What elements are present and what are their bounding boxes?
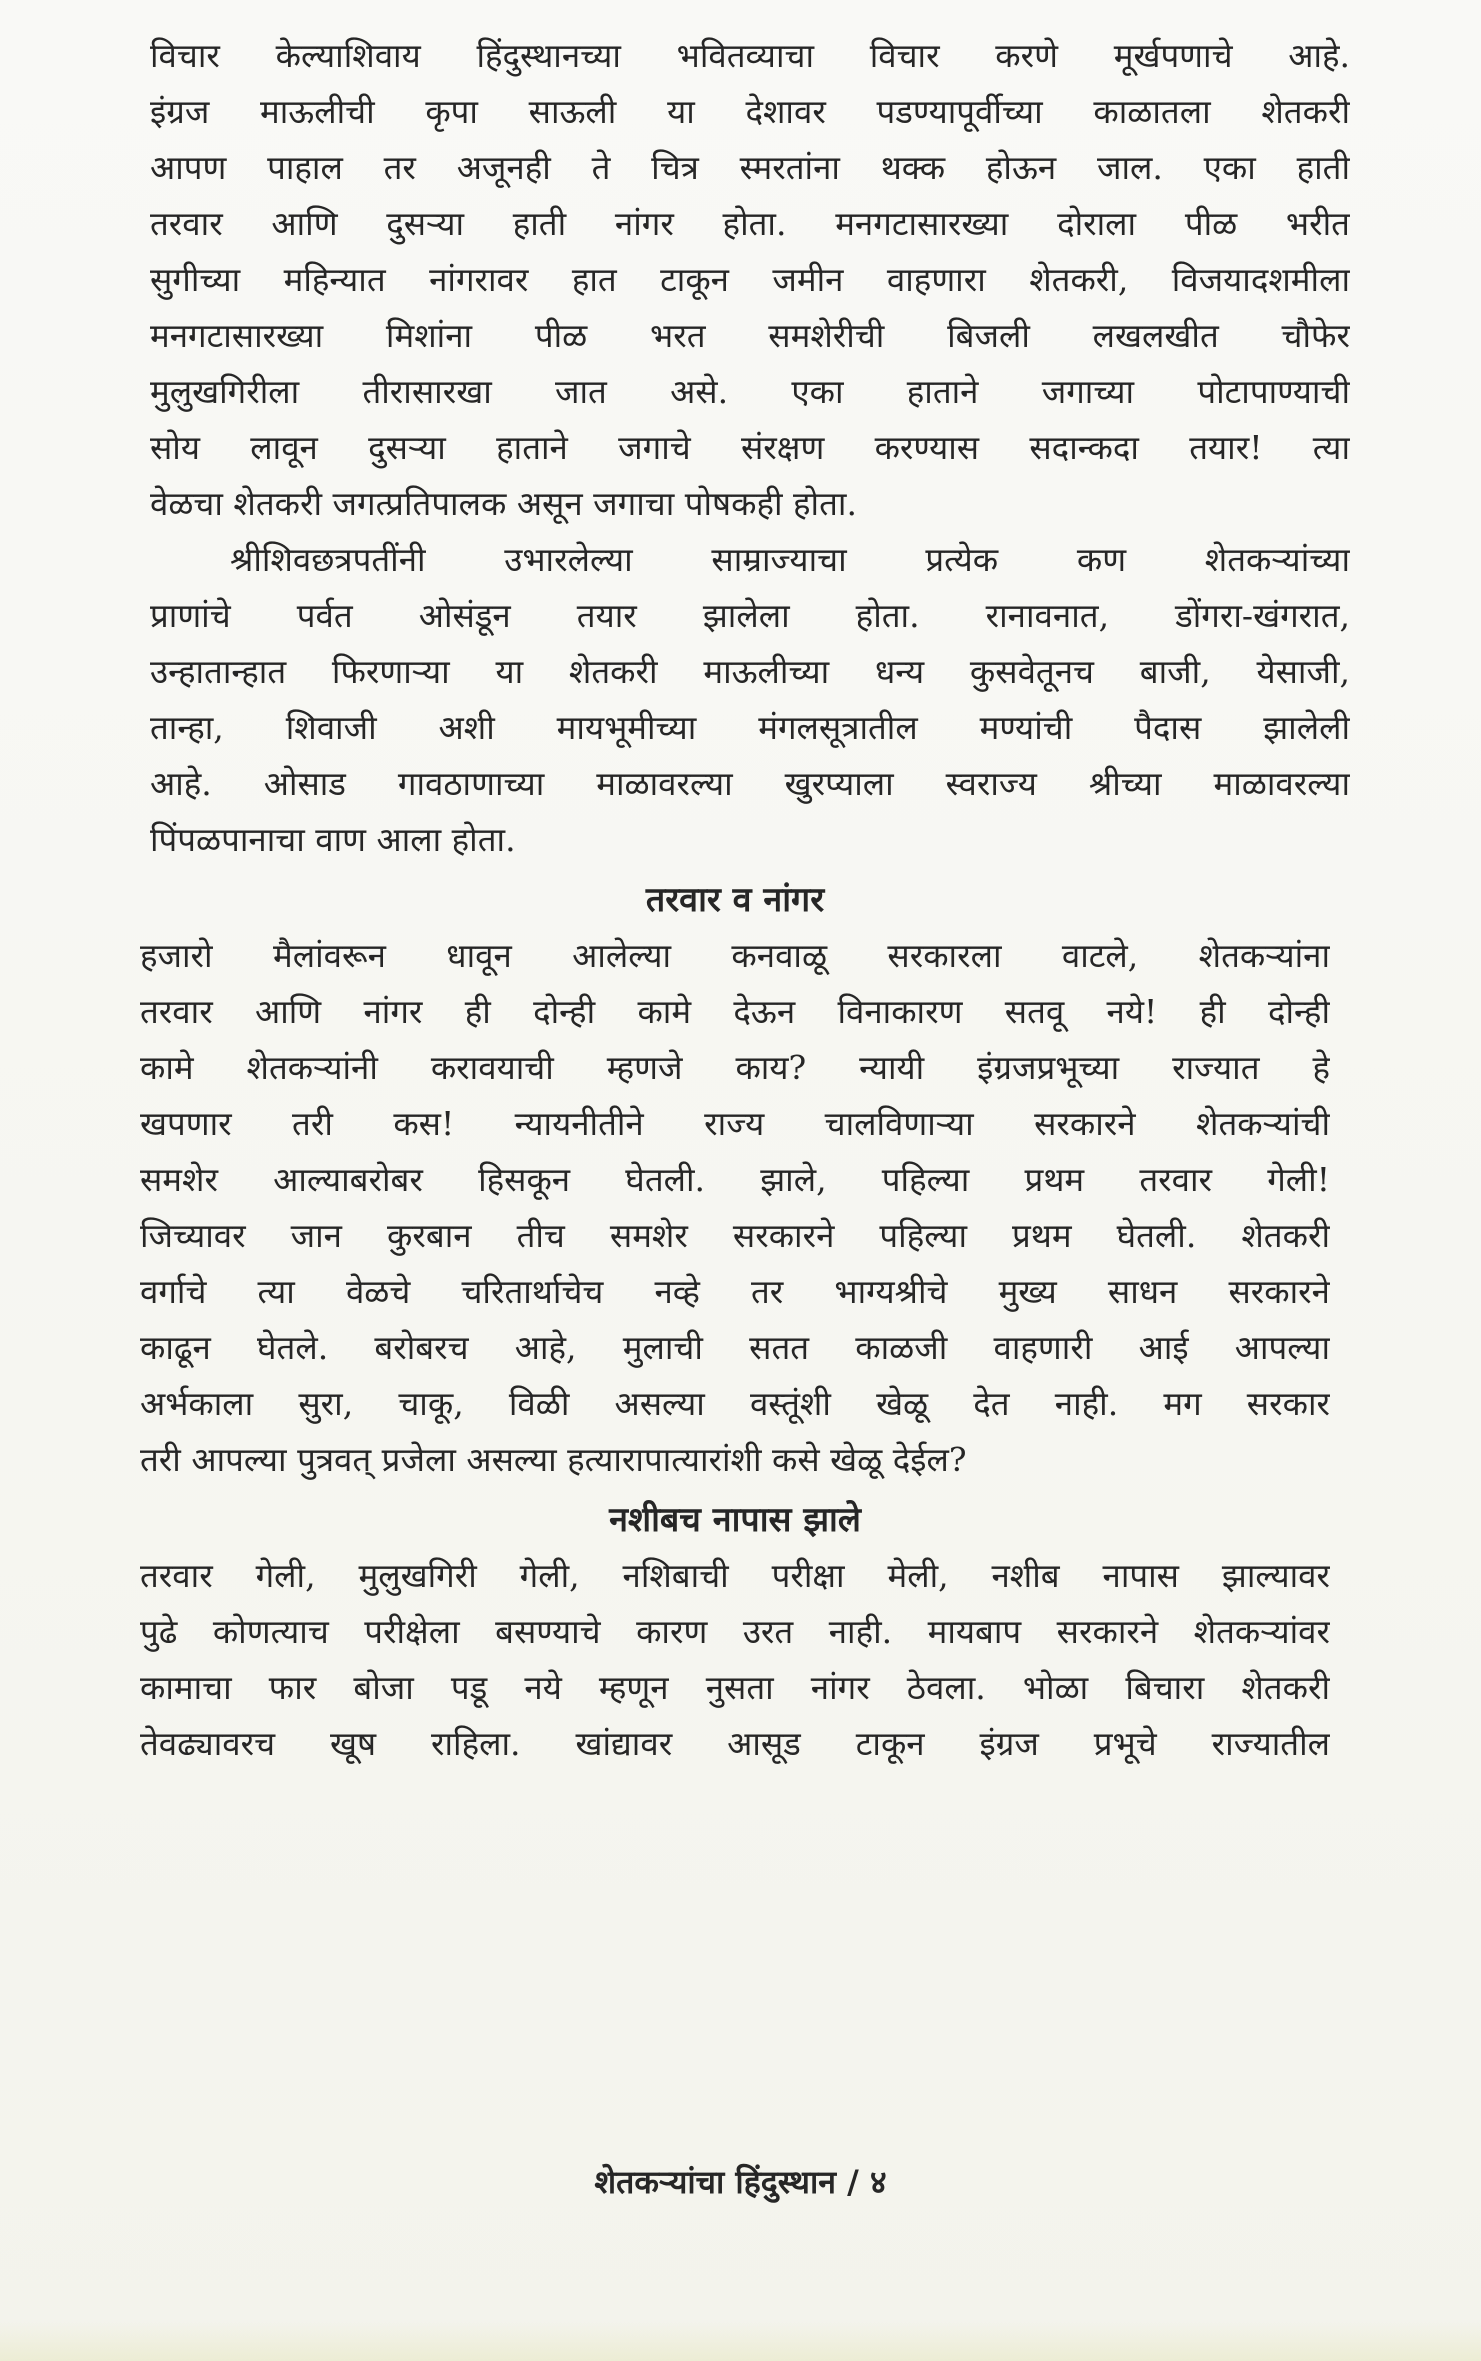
text-line: आहे. ओसाड गावठाणाच्या माळावरल्या खुरप्याला स्वराज्य श्रीच्या माळावरल्या [150,764,1350,803]
text-line: पुढे कोणत्याच परीक्षेला बसण्याचे कारण उरत नाही. मायबाप सरकारने शेतकऱ्यांवर [140,1612,1330,1651]
text-line: खपणार तरी कस! न्यायनीतीने राज्य चालविणाऱ्या सरकारने शेतकऱ्यांची [140,1104,1330,1143]
text-line: समशेर आल्याबरोबर हिसकून घेतली. झाले, पहिल्या प्रथम तरवार गेली! [140,1160,1330,1199]
section-heading: तरवार व नांगर [645,880,825,920]
text-line: सोय लावून दुसऱ्या हाताने जगाचे संरक्षण करण्यास सदान्कदा तयार! त्या [150,428,1350,467]
text-line: काढून घेतले. बरोबरच आहे, मुलाची सतत काळजी वाहणारी आई आपल्या [140,1328,1330,1367]
text-line: पिंपळपानाचा वाण आला होता. [150,820,516,859]
text-line: उन्हातान्हात फिरणाऱ्या या शेतकरी माऊलीच्या धन्य कुसवेतूनच बाजी, येसाजी, [150,652,1350,691]
paragraph-1 [150,28,1350,532]
text-line: तरवार आणि नांगर ही दोन्ही कामे देऊन विनाकारण सतवू नये! ही दोन्ही [140,992,1330,1031]
text-line: इंग्रज माऊलीची कृपा साऊली या देशावर पडण्यापूर्वीच्या काळातला शेतकरी [150,92,1350,131]
page-footer: शेतकऱ्यांचा हिंदुस्थान / ४ [594,2163,887,2201]
text-line: मनगटासारख्या मिशांना पीळ भरत समशेरीची बिजली लखलखीत चौफेर [150,316,1350,355]
text-line: सुगीच्या महिन्यात नांगरावर हात टाकून जमीन वाहणारा शेतकरी, विजयादशमीला [150,260,1350,299]
text-line: तरी आपल्या पुत्रवत् प्रजेला असल्या हत्यारापात्यारांशी कसे खेळू देईल? [140,1440,967,1479]
page-body [140,28,1350,1772]
section-nashibach-napas-zale [140,1492,1330,1772]
text-line: आपण पाहाल तर अजूनही ते चित्र स्मरतांना थक्क होऊन जाल. एका हाती [150,148,1350,187]
text-line: वर्गाचे त्या वेळचे चरितार्थाचेच नव्हे तर भाग्यश्रीचे मुख्य साधन सरकारने [140,1272,1330,1311]
text-line: प्राणांचे पर्वत ओसंडून तयार झालेला होता. रानावनात, डोंगरा-खंगरात, [150,596,1350,635]
text-line: वेळचा शेतकरी जगत्प्रतिपालक असून जगाचा पोषकही होता. [150,484,857,523]
section-tarvar-va-nangar [140,872,1330,1488]
paragraph-2 [150,532,1350,868]
text-line: विचार केल्याशिवाय हिंदुस्थानच्या भवितव्याचा विचार करणे मूर्खपणाचे आहे. [150,36,1350,75]
page-bottom-edge [0,2321,1481,2361]
text-line: तेवढ्यावरच खूष राहिला. खांद्यावर आसूड टाकून इंग्रज प्रभूचे राज्यातील [140,1724,1330,1763]
text-line: तरवार गेली, मुलुखगिरी गेली, नशिबाची परीक्षा मेली, नशीब नापास झाल्यावर [140,1556,1330,1595]
text-line: तान्हा, शिवाजी अशी मायभूमीच्या मंगलसूत्रातील मण्यांची पैदास झालेली [150,708,1350,747]
text-line: अर्भकाला सुरा, चाकू, विळी असल्या वस्तूंशी खेळू देत नाही. मग सरकार [140,1384,1330,1423]
text-line: मुलुखगिरीला तीरासारखा जात असे. एका हाताने जगाच्या पोटापाण्याची [150,372,1350,411]
text-line: जिच्यावर जान कुरबान तीच समशेर सरकारने पहिल्या प्रथम घेतली. शेतकरी [140,1216,1330,1255]
text-line: कामाचा फार बोजा पडू नये म्हणून नुसता नांगर ठेवला. भोळा बिचारा शेतकरी [140,1668,1330,1707]
text-line: कामे शेतकऱ्यांनी करावयाची म्हणजे काय? न्यायी इंग्रजप्रभूच्या राज्यात हे [140,1048,1330,1087]
section-heading: नशीबच नापास झाले [609,1500,861,1540]
text-line: तरवार आणि दुसऱ्या हाती नांगर होता. मनगटासारख्या दोराला पीळ भरीत [150,204,1350,243]
text-line: हजारो मैलांवरून धावून आलेल्या कनवाळू सरकारला वाटले, शेतकऱ्यांना [140,936,1330,975]
text-line: श्रीशिवछत्रपतींनी उभारलेल्या साम्राज्याचा प्रत्येक कण शेतकऱ्यांच्या [230,540,1350,579]
